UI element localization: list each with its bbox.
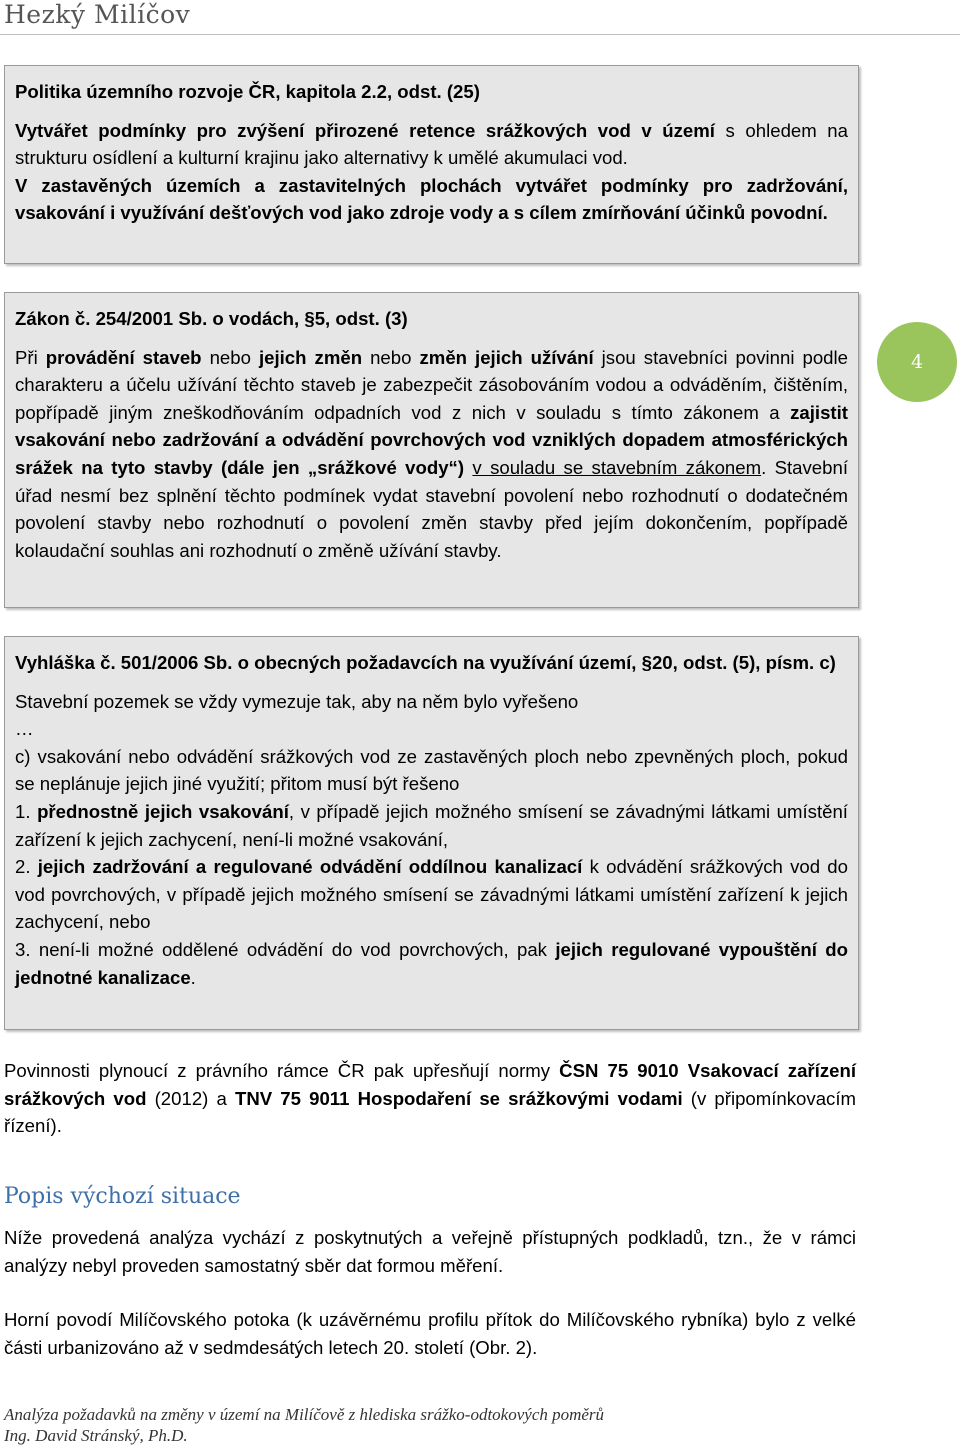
ellipsis-line: … — [15, 718, 34, 740]
text: nebo — [201, 346, 259, 368]
spacer — [15, 677, 848, 688]
text: 3. není-li možné oddělené odvádění do vod povrchových, pak — [15, 938, 556, 960]
body-paragraph-norms — [4, 1057, 856, 1140]
text: Povinnosti plynoucí z právního rámce ČR pak upřesňují normy — [4, 1060, 560, 1081]
body-paragraph-analysis: Níže provedená analýza vychází z poskytnutých a veřejně přístupných podkladů, tzn., že v rámci analýzy nebyl proveden samostatný sběr dat formou měření. — [4, 1227, 856, 1276]
section-heading: Popis výchozí situace — [4, 1184, 241, 1209]
text: (v připomínkovacím řízení). — [4, 1087, 856, 1137]
bold-text: jejich změn — [258, 346, 363, 368]
footer-author: Ing. David Stránský, Ph.D. — [4, 1426, 188, 1445]
text: Při — [15, 346, 46, 368]
underlined-text: v souladu se stavebním zákonem — [472, 456, 762, 478]
list-item — [15, 936, 848, 991]
box-heading: Politika územního rozvoje ČR, kapitola 2.2, odst. (25) — [15, 81, 480, 102]
box-heading: Vyhláška č. 501/2006 Sb. o obecných požadavcích na využívání území, §20, odst. (5), písm. c) — [15, 652, 836, 673]
list-number: 2. — [15, 856, 38, 878]
text: (2012) a — [146, 1087, 235, 1109]
spacer — [15, 333, 848, 344]
text: nebo — [362, 346, 420, 368]
list-number: 1. — [15, 800, 38, 822]
list-item — [15, 798, 848, 853]
list-item — [15, 853, 848, 936]
bold-text: Vytvářet podmínky pro zvýšení přirozené retence srážkových vod v území — [15, 119, 715, 141]
bold-text: jejich regulované vypouštění do jednotné kanalizace — [15, 938, 848, 988]
text: , v případě jejich možného smísení se závadnými látkami umístění zařízení k jejich zachycení, není-li možné vsakování, — [15, 800, 848, 850]
box-paragraph: Stavební pozemek se vždy vymezuje tak, aby na něm bylo vyřešeno — [15, 690, 579, 712]
legal-quote-box-decree — [4, 636, 859, 1030]
body-paragraph-basin: Horní povodí Milíčovského potoka (k uzávěrnému profilu přítok do Milíčovského rybníka) bylo z velké části urbanizováno až v sedmdesátých letech 20. století (Obr. 2). — [4, 1309, 856, 1358]
spacer — [15, 106, 848, 117]
box-paragraph — [15, 344, 848, 565]
text: jsou stavebníci povinni podle charakteru a účelu užívání těchto staveb je zabezpečit zásobováním vodou a odváděním, čištěním, popřípadě jiným zneškodňováním odpadních vod z nich v souladu s tímto zákonem a — [15, 346, 848, 423]
document-header-title: Hezký Milíčov — [4, 0, 191, 29]
page-number-badge: 4 — [877, 322, 957, 402]
legal-quote-box-water-act — [4, 292, 859, 608]
box-paragraph-bold: V zastavěných územích a zastavitelných plochách vytvářet podmínky pro zadržování, vsakování i využívání dešťových vod jako zdroje vody a s cílem zmírňování účinků povodní. — [15, 174, 848, 224]
header-divider — [0, 34, 960, 35]
text: . Stavební úřad nesmí bez splnění těchto podmínek vydat stavební povolení nebo rozhodnutí o dodatečném povolení stavby nebo rozhodnutí o povolení změn stavby před jejím dokončením, popřípadě kolaudační souhlas ani rozhodnutí o změně užívání stavby. — [15, 456, 848, 561]
page-footer — [4, 1404, 604, 1446]
bold-text: zajistit vsakování nebo zadržování a odvádění povrchových vod vzniklých dopadem atmosférických srážek na tyto stavby (dále jen „srážkové vody“) — [15, 401, 848, 478]
box-paragraph: c) vsakování nebo odvádění srážkových vod ze zastavěných ploch nebo zpevněných ploch, pokud se neplánuje jejich jiné využití; přitom musí být řešeno — [15, 745, 848, 795]
text: s ohledem na strukturu osídlení a kulturní krajinu jako alternativy k umělé akumulaci vod. — [15, 119, 848, 169]
bold-text: TNV 75 9011 Hospodaření se srážkovými vodami — [234, 1087, 683, 1109]
bold-text: jejich zadržování a regulované odvádění oddílnou kanalizací — [37, 856, 583, 878]
text: . — [190, 966, 196, 988]
bold-text: provádění staveb — [45, 346, 202, 368]
text: k odvádění srážkových vod do vod povrchových, v případě jejich možného smísení se závadnými látkami umístění zařízení k jejich zachycení, nebo — [15, 856, 848, 933]
legal-quote-box-policy — [4, 65, 859, 264]
footer-document-title: Analýza požadavků na změny v území na Milíčově z hlediska srážko-odtokových poměrů — [4, 1405, 605, 1424]
bold-text: změn jejich užívání — [419, 346, 594, 368]
bold-text: přednostně jejich vsakování — [37, 800, 289, 822]
bold-text: ČSN 75 9010 Vsakovací zařízení srážkových vod — [4, 1060, 856, 1109]
box-paragraph — [15, 117, 848, 172]
box-heading: Zákon č. 254/2001 Sb. o vodách, §5, odst. (3) — [15, 308, 408, 329]
